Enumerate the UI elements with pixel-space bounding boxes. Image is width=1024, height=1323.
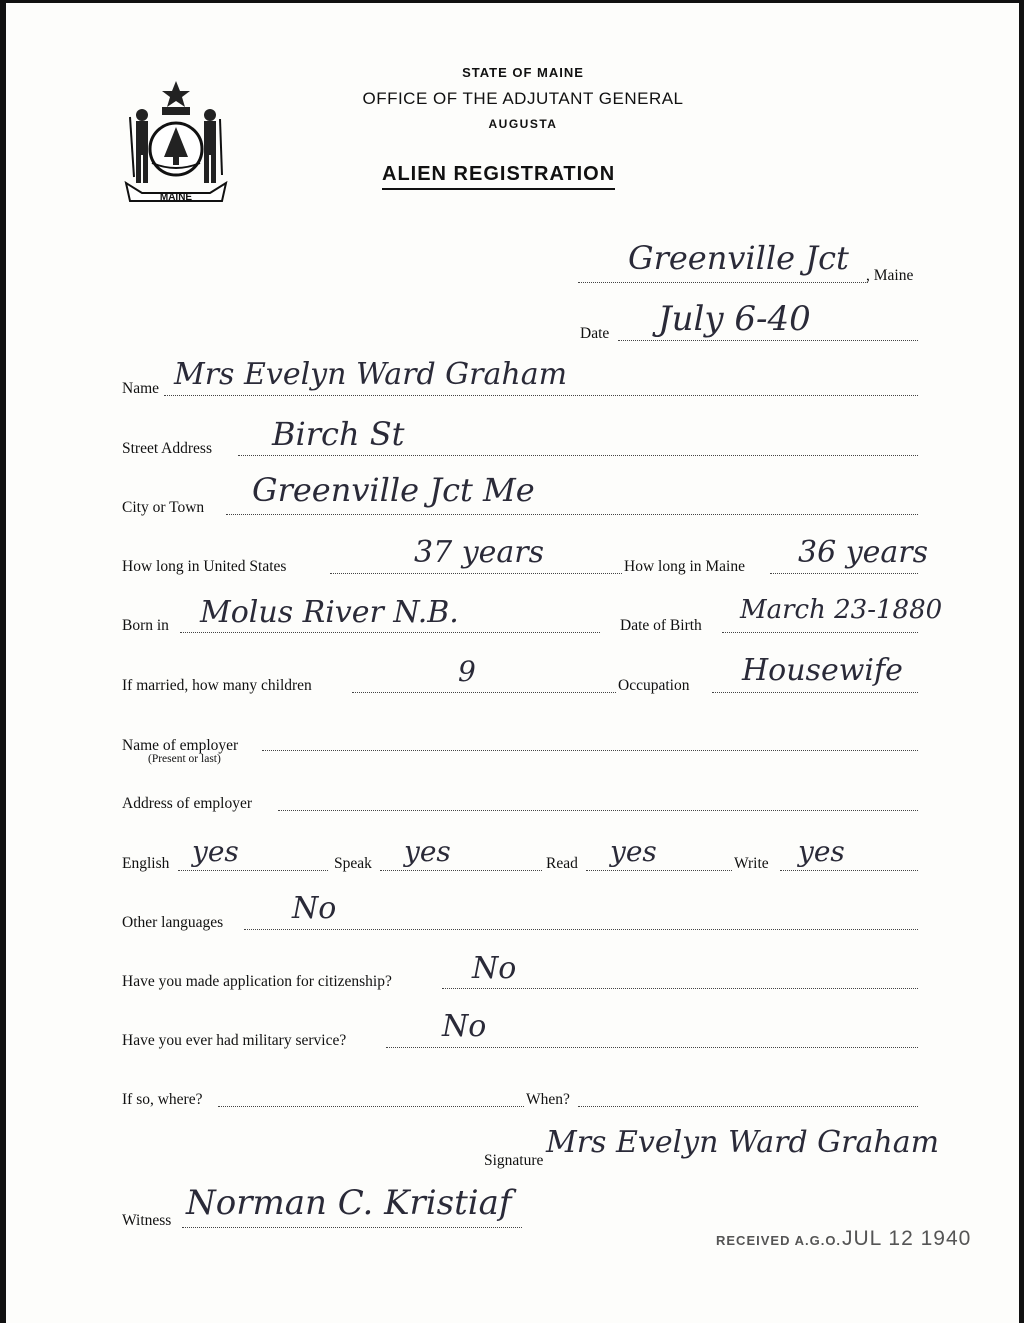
employer-label: Name of employer [122, 737, 239, 754]
us-time-line [330, 572, 622, 574]
date-value: July 6-40 [658, 299, 811, 339]
witness-line [182, 1226, 522, 1228]
when-line [578, 1105, 918, 1107]
employer-address-line [278, 809, 918, 811]
signature-label: Signature [484, 1152, 544, 1169]
occupation-line [712, 691, 918, 693]
received-date-stamp: JUL 12 1940 [842, 1227, 972, 1250]
read-label: Read [546, 855, 578, 872]
children-label: If married, how many children [122, 677, 312, 694]
born-line [180, 631, 600, 633]
occupation-label: Occupation [618, 677, 690, 694]
born-label: Born in [122, 617, 169, 634]
us-time-value: 37 years [414, 535, 545, 570]
received-stamp: RECEIVED A.G.O. [716, 1233, 842, 1248]
street-label: Street Address [122, 440, 212, 457]
street-line [238, 454, 918, 456]
maine-time-line [770, 572, 918, 574]
dob-value: March 23-1880 [740, 595, 943, 625]
write-value: yes [798, 835, 845, 868]
location-value: Greenville Jct [628, 239, 849, 277]
name-label: Name [122, 380, 160, 397]
us-time-label: How long in United States [122, 558, 287, 575]
office-heading: OFFICE OF THE ADJUTANT GENERAL [362, 89, 684, 108]
witness-value: Norman C. Kristiaf [186, 1183, 512, 1223]
name-line [164, 394, 918, 396]
city-heading: AUGUSTA [488, 117, 558, 131]
date-line [618, 339, 918, 341]
children-line [352, 691, 616, 693]
state-heading: STATE OF MAINE [462, 65, 584, 80]
maine-time-value: 36 years [798, 535, 929, 570]
dob-line [722, 631, 918, 633]
maine-time-label: How long in Maine [624, 558, 745, 575]
military-label: Have you ever had military service? [122, 1032, 347, 1049]
citizenship-line [442, 987, 918, 989]
citizenship-label: Have you made application for citizenship? [122, 973, 392, 990]
employer-line [262, 749, 918, 751]
if-so-where-line [218, 1105, 524, 1107]
location-line [578, 281, 868, 283]
speak-label: Speak [334, 855, 372, 872]
read-line [586, 869, 732, 871]
witness-label: Witness [122, 1212, 172, 1229]
employer-address-label: Address of employer [122, 795, 252, 812]
form-title: ALIEN REGISTRATION [382, 163, 615, 190]
employer-sublabel: (Present or last) [148, 753, 221, 765]
english-line [178, 869, 328, 871]
children-value: 9 [458, 655, 476, 688]
other-languages-value: No [292, 891, 337, 926]
military-value: No [442, 1009, 487, 1044]
date-label: Date [580, 325, 610, 342]
street-value: Birch St [272, 415, 405, 453]
english-value: yes [192, 835, 239, 868]
occupation-value: Housewife [742, 653, 903, 688]
write-label: Write [734, 855, 769, 872]
write-line [780, 869, 918, 871]
english-label: English [122, 855, 170, 872]
name-value: Mrs Evelyn Ward Graham [174, 357, 568, 392]
read-value: yes [610, 835, 657, 868]
when-label: When? [526, 1091, 570, 1108]
born-value: Molus River N.B. [200, 595, 459, 630]
maine-suffix: , Maine [866, 267, 914, 284]
other-languages-label: Other languages [122, 914, 224, 931]
if-so-where-label: If so, where? [122, 1091, 203, 1108]
city-value: Greenville Jct Me [252, 471, 535, 509]
citizenship-value: No [472, 951, 517, 986]
dob-label: Date of Birth [620, 617, 702, 634]
speak-value: yes [404, 835, 451, 868]
signature-value: Mrs Evelyn Ward Graham [546, 1125, 940, 1160]
speak-line [380, 869, 542, 871]
military-line [386, 1046, 918, 1048]
svg-text:MAINE: MAINE [159, 192, 193, 203]
city-label: City or Town [122, 499, 205, 516]
city-line [226, 513, 918, 515]
other-languages-line [244, 928, 918, 930]
